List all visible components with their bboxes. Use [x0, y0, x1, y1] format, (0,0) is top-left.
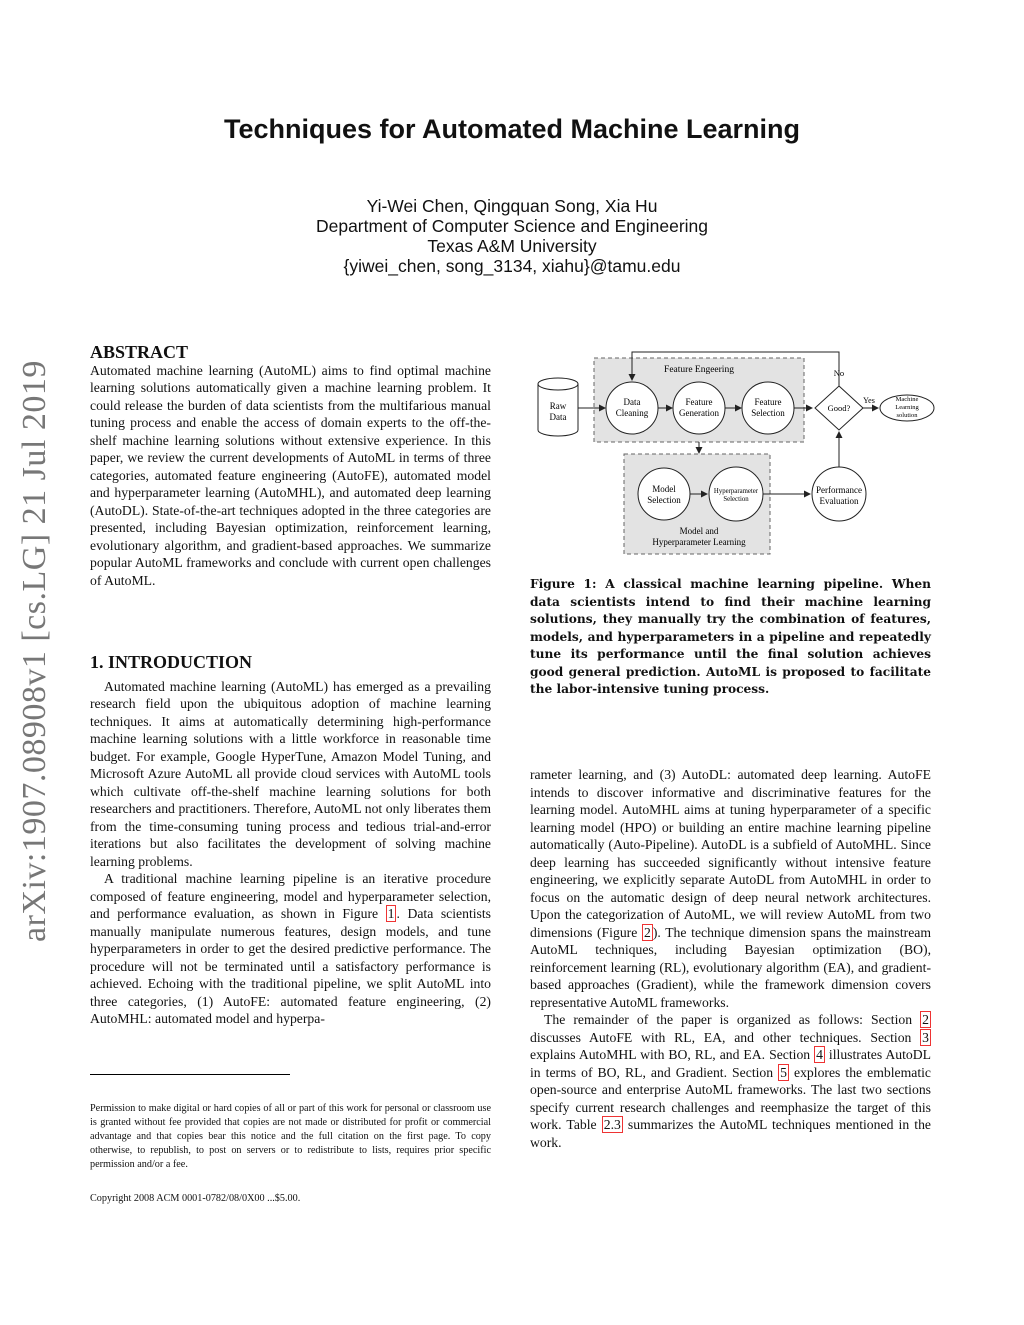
- figure-1-caption: Figure 1: A classical machine learning pipeline. When data scientists intend to find their machine learning solutions, they manually try the combination of features, models, and hyperparameters in a pipeline and repeatedly tune its performance until the final solution achieves good general prediction. AutoML is proposed to facilitate the labor-intensive tuning process.: [530, 577, 931, 696]
- ml-solution-label: Machine: [895, 396, 919, 403]
- author-names: Yi-Wei Chen, Qingquan Song, Xia Hu: [366, 196, 658, 216]
- data-cleaning-label: Data: [623, 397, 641, 407]
- intro-paragraph-1: Automated machine learning (AutoML) has emerged as a prevailing research field upon the ubiquitous adoption of machine learning techniques. It aims at automatically determining high-performance machine learning solutions with a little workforce in reasonable time budget. For example, Google HyperTune, Amazon Model Tuning, and Microsoft Azure AutoML all provide cloud services with AutoML tools which cultivate off-the-shelf machine learning solutions for both researchers and practitioners. Therefore, AutoML not only liberates them from the time-consuming tuning process and tedious trial-and-error iterations but also facilitates the development of solving machine learning problems.: [90, 678, 491, 869]
- intro-paragraph-3: [530, 766, 931, 1011]
- section-2-link[interactable]: 2: [922, 1012, 929, 1027]
- introduction-section: [90, 654, 491, 1028]
- performance-evaluation-label: Evaluation: [819, 496, 859, 506]
- hyperparameter-selection-label: Hyperparameter: [713, 488, 759, 495]
- intro-text: . Data scientists manually manipulate numerous features, design models, and tune hyperparameters in order to get the desired predictive performance. The procedure will not be terminated until a satisfactory performance is achieved. Echoing with the traditional pipeline, we split AutoML into three categories, (1) AutoFE: automated feature engineering, (2) AutoMHL: automated model and hyperpa-: [90, 906, 492, 1026]
- model-selection-label: Selection: [647, 495, 681, 505]
- intro-paragraph-4: [530, 1011, 931, 1151]
- author-email: {yiwei_chen, song_3134, xiahu}@tamu.edu: [343, 256, 681, 276]
- raw-data-label: Raw: [549, 401, 567, 411]
- footnote-divider: [90, 1074, 290, 1075]
- good-decision-label: Good?: [827, 403, 851, 413]
- author-department: Department of Computer Science and Engineering: [315, 216, 709, 236]
- model-selection-label: Model: [652, 484, 676, 494]
- intro-text: A traditional machine learning pipeline is an iterative procedure composed of feature engineering, model and hyperparameter selection, and performance evaluation, as shown in Figure: [90, 871, 491, 921]
- copyright-notice: Copyright 2008 ACM 0001-0782/08/0X00 ...$5.00.: [90, 1193, 301, 1204]
- feature-generation-label: Generation: [679, 408, 719, 418]
- section-3-link[interactable]: 3: [922, 1029, 929, 1045]
- figure-1-link[interactable]: 1: [387, 906, 395, 921]
- intro-text: rameter learning, and (3) AutoDL: automated deep learning. AutoFE intends to discover informative and discriminative features for the learning model. AutoMHL aims at tuning hyperparameter of a specific learning model (HPO) or building an entire machine learning pipeline automatically (Auto-Pipeline). AutoDL is a subfield of AutoMHL. Since deep learning has succeeded significantly without intensive feature engineering, we explicitly separate AutoDL from AutoMHL in order to focus on the automatic design of deep neural network architectures. Upon the categorization of AutoML, we will review AutoML from two dimensions (Figure: [530, 767, 931, 940]
- ml-solution-label: solution: [896, 412, 918, 419]
- permission-notice: Permission to make digital or hard copies of all or part of this work for personal or classroom use is granted without fee provided that copies are not made or distributed for profit or commercial advantage and that copies bear this notice and the full citation on the first page. To copy otherwise, to republish, to post on servers or to redistribute to lists, requires prior specific permission and/or a fee.: [90, 1103, 491, 1170]
- intro-text: summarizes the AutoML techniques mentioned in the work.: [530, 1117, 931, 1150]
- abstract-text: Automated machine learning (AutoML) aims to find optimal machine learning solutions automatically given a machine learning problem. It could release the burden of data scientists from the multifarious manual tuning process and enable the access of domain experts to the off-the-shelf machine learning solutions without extensive experience. In this paper, we review the current developments of AutoML in terms of three categories, automated feature engineering (AutoFE), automated model and hyperparameter learning (AutoMHL), and automated deep learning (AutoDL). State-of-the-art techniques adopted in the three categories are presented, including Bayesian optimization, reinforcement learning, evolutionary algorithm, and gradient-based approaches. We summarize popular AutoML frameworks and conclude with current open challenges of AutoML.: [90, 362, 491, 588]
- yes-label: Yes: [863, 396, 875, 405]
- data-cleaning-label: Cleaning: [615, 408, 649, 418]
- performance-evaluation-label: Performance: [816, 485, 862, 495]
- intro-text: discusses AutoFE with RL, EA, and other techniques. Section: [530, 1029, 921, 1045]
- arxiv-stamp: arXiv:1907.08908v1 [cs.LG] 21 Jul 2019: [16, 360, 53, 942]
- model-hyperparameter-label: Model and: [679, 526, 719, 536]
- intro-paragraph-2: [90, 870, 491, 1028]
- model-hyperparameter-label: Hyperparameter Learning: [652, 537, 746, 547]
- author-university: Texas A&M University: [427, 236, 597, 256]
- author-block: [0, 196, 1024, 276]
- abstract-section: [90, 344, 491, 589]
- feature-generation-label: Feature: [685, 397, 713, 407]
- figure-2-link[interactable]: 2: [643, 924, 651, 940]
- feature-engineering-label: Feature Engeering: [664, 365, 734, 375]
- feature-selection-label: Selection: [751, 408, 785, 418]
- raw-data-label: Data: [549, 412, 567, 422]
- section-4-link[interactable]: 4: [816, 1047, 823, 1062]
- table-2-3-link[interactable]: 2.3: [603, 1117, 621, 1132]
- abstract-heading: ABSTRACT: [90, 342, 189, 362]
- introduction-heading: 1. INTRODUCTION: [90, 652, 253, 672]
- intro-text: The remainder of the paper is organized as follows: Section: [544, 1012, 921, 1027]
- model-selection-node: [638, 468, 690, 520]
- no-label: No: [833, 368, 845, 378]
- intro-text: explores the emblematic open-source and enterprise AutoML frameworks. The last two sections specify current research challenges and reemphasize the target of this work. Table: [530, 1064, 931, 1132]
- right-column-body: [530, 766, 931, 1151]
- intro-text: ). The technique dimension spans the mainstream AutoML techniques, including Bayesian optimization (BO), reinforcement learning (RL), evolutionary algorithm (EA), and gradient-based approaches (Gradient), while the framework dimension covers representative AutoML frameworks.: [530, 924, 931, 1010]
- section-5-link[interactable]: 5: [780, 1064, 787, 1080]
- pipeline-diagram: [528, 346, 940, 558]
- paper-title: Techniques for Automated Machine Learning: [223, 114, 801, 144]
- hyperparameter-selection-label: Selection: [723, 496, 749, 503]
- intro-text: illustrates AutoDL in terms of BO, RL, and Gradient. Section: [530, 1047, 931, 1080]
- feature-selection-label: Feature: [754, 397, 782, 407]
- ml-solution-label: Learning: [895, 404, 919, 411]
- intro-text: explains AutoMHL with BO, RL, and EA. Section: [530, 1047, 815, 1062]
